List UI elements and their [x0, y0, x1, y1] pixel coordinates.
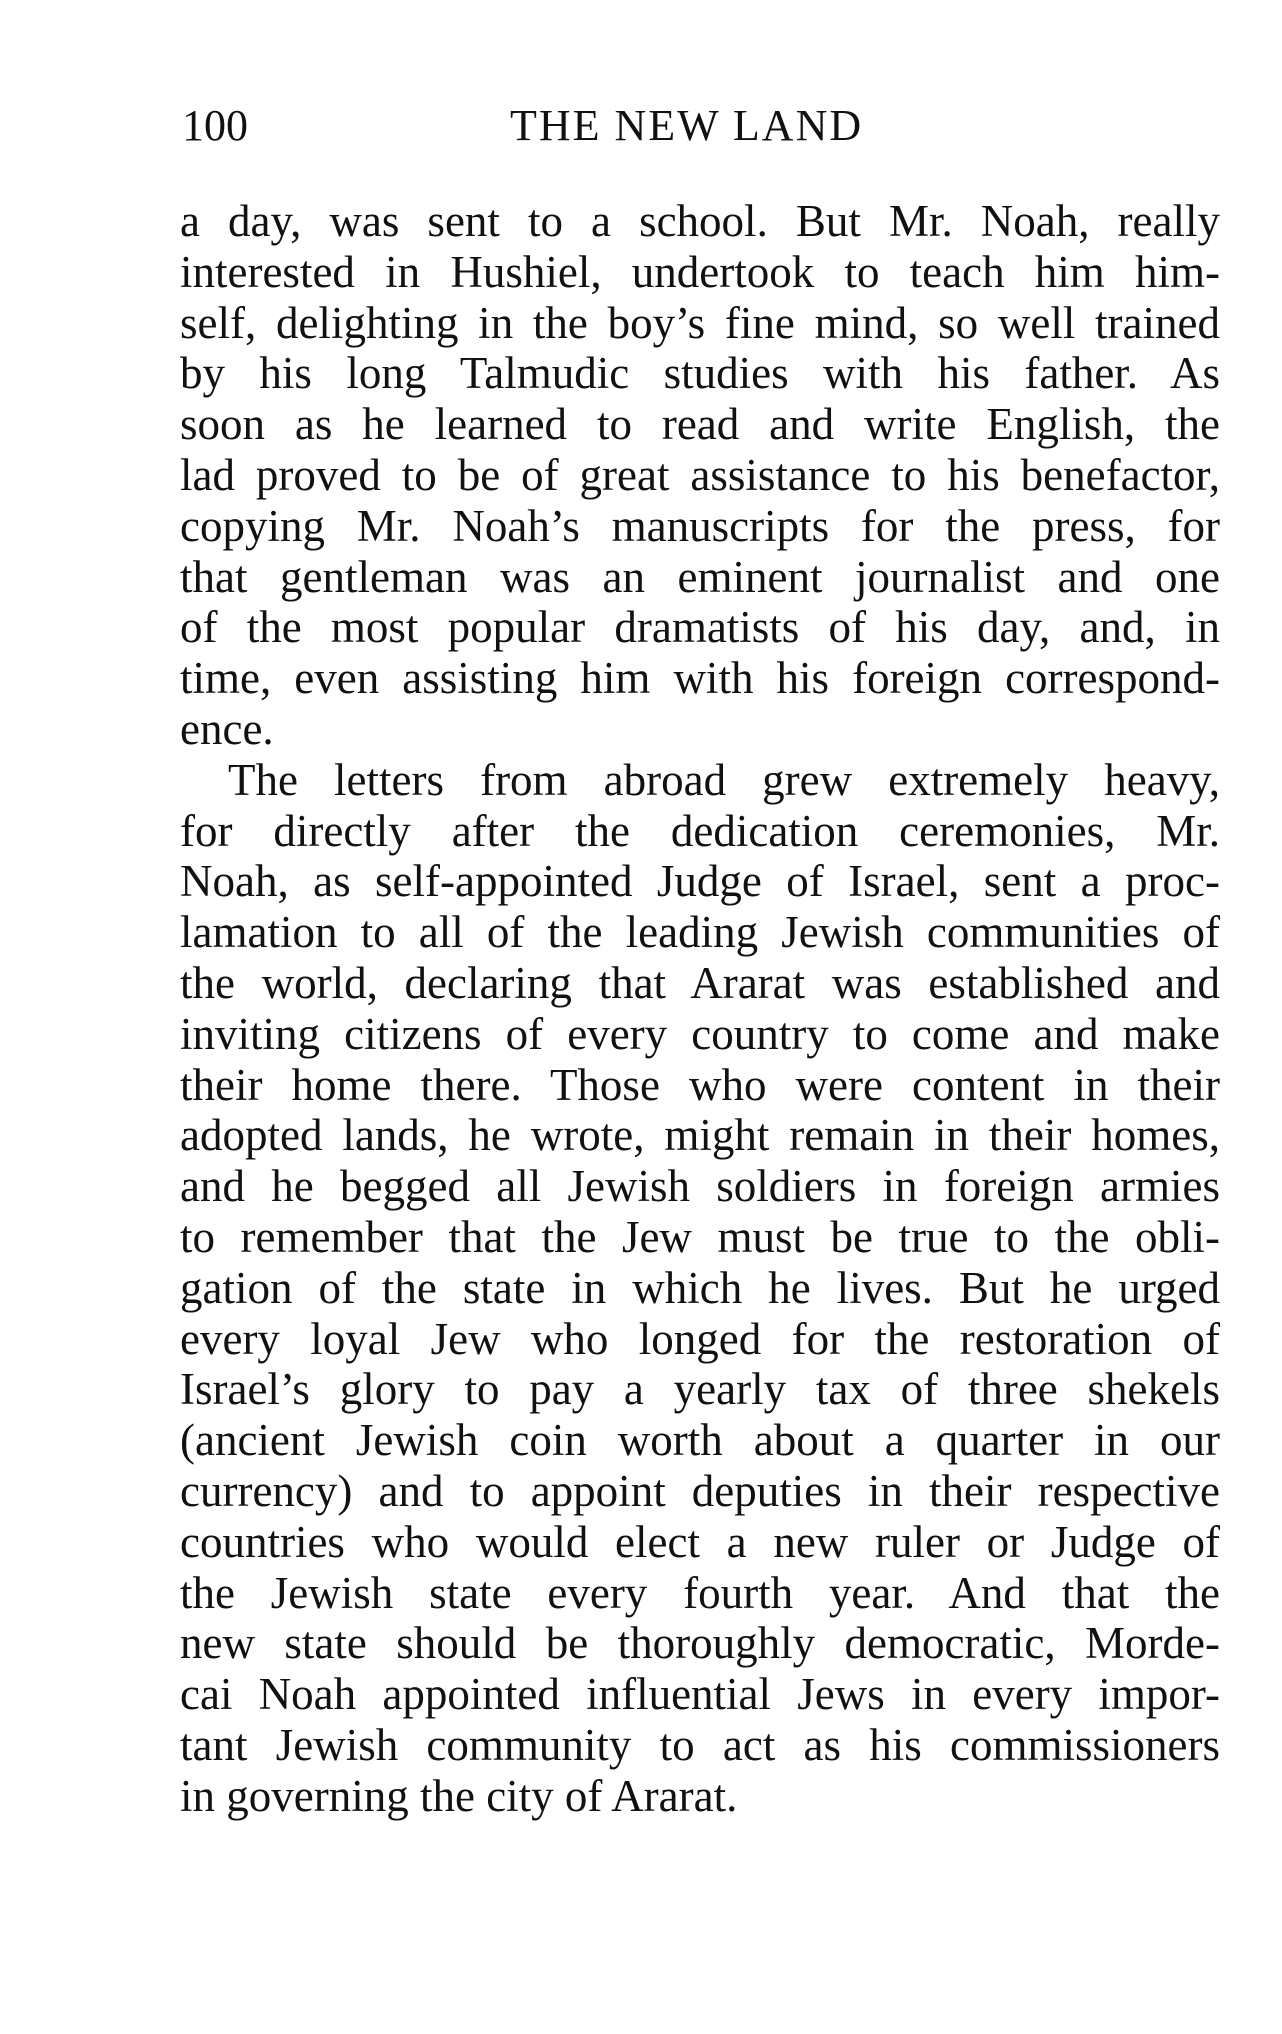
text-line: interested in Hushiel, undertook to teach him him-: [180, 246, 1220, 297]
text-line: Israel’s glory to pay a yearly tax of three shekels: [180, 1364, 1220, 1415]
text-line: copying Mr. Noah’s manuscripts for the press, for: [180, 500, 1220, 551]
text-line: every loyal Jew who longed for the restoration of: [180, 1313, 1220, 1364]
text-line: of the most popular dramatists of his day, and, in: [180, 602, 1220, 653]
text-line: a day, was sent to a school. But Mr. Noah, really: [180, 196, 1220, 246]
text-line: for directly after the dedication ceremonies, Mr.: [180, 805, 1220, 856]
text-line: countries who would elect a new ruler or Judge of: [180, 1516, 1220, 1567]
text-line: currency) and to appoint deputies in their respective: [180, 1465, 1220, 1516]
text-line: The letters from abroad grew extremely heavy,: [228, 754, 1220, 805]
text-line: gation of the state in which he lives. But he urged: [180, 1262, 1220, 1313]
page-number: 100: [182, 101, 248, 150]
text-line: time, even assisting him with his foreign correspond-: [180, 653, 1220, 704]
text-line: ence.: [180, 703, 274, 754]
text-line: cai Noah appointed influential Jews in every impor-: [180, 1669, 1220, 1720]
text-line: and he begged all Jewish soldiers in foreign armies: [180, 1161, 1220, 1212]
text-line: self, delighting in the boy’s fine mind, so well trained: [180, 297, 1220, 348]
running-head: [182, 96, 1222, 156]
body-text: [180, 196, 1220, 1822]
text-line: the world, declaring that Ararat was established and: [180, 957, 1220, 1008]
text-line: inviting citizens of every country to come and make: [180, 1008, 1220, 1059]
text-line: the Jewish state every fourth year. And that the: [180, 1567, 1220, 1618]
text-line: Noah, as self-appointed Judge of Israel, sent a proc-: [180, 856, 1220, 907]
running-title: THE NEW LAND: [510, 101, 864, 150]
text-line: in governing the city of Ararat.: [180, 1770, 738, 1821]
text-line: their home there. Those who were content in their: [180, 1059, 1220, 1110]
text-line: soon as he learned to read and write English, the: [180, 399, 1220, 450]
text-line: lad proved to be of great assistance to his benefactor,: [180, 449, 1220, 500]
text-line: that gentleman was an eminent journalist and one: [180, 551, 1220, 602]
text-line: new state should be thoroughly democratic, Morde-: [180, 1618, 1220, 1669]
text-line: (ancient Jewish coin worth about a quarter in our: [180, 1415, 1220, 1466]
text-line: adopted lands, he wrote, might remain in their homes,: [180, 1110, 1220, 1161]
text-line: lamation to all of the leading Jewish communities of: [180, 907, 1220, 958]
text-line: tant Jewish community to act as his commissioners: [180, 1719, 1220, 1770]
text-line: to remember that the Jew must be true to the obli-: [180, 1211, 1220, 1262]
text-line: by his long Talmudic studies with his father. As: [180, 348, 1220, 399]
